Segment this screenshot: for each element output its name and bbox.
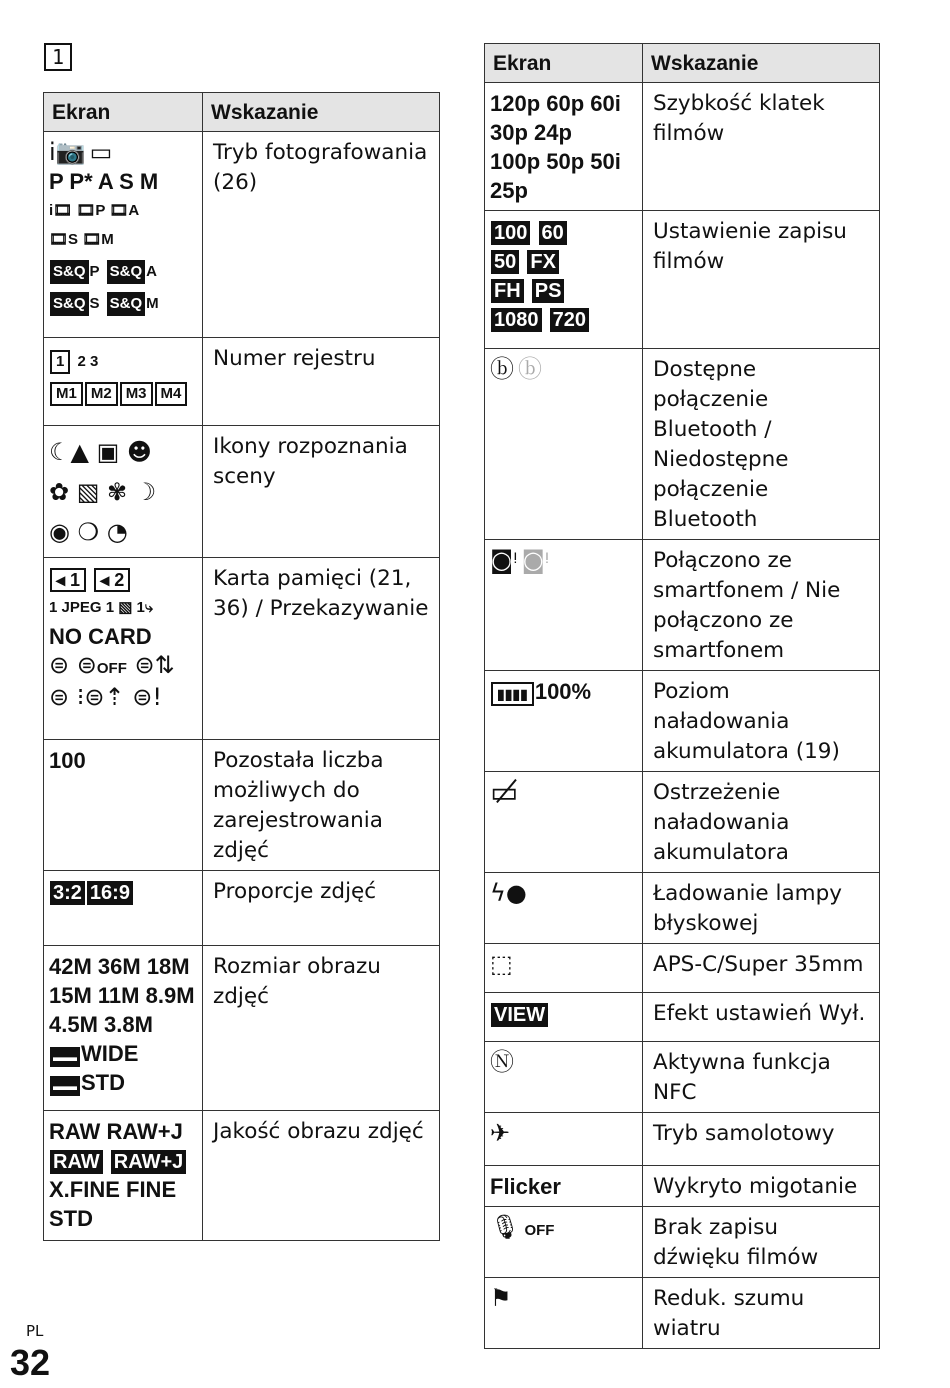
row-desc: APS-C/Super 35mm: [643, 944, 880, 993]
view-icon: VIEW: [491, 1003, 548, 1027]
row-desc: Pozostała liczba możliwych do zarejestrowania zdjęć: [203, 740, 440, 871]
table-row: [44, 558, 440, 740]
register-number-icons: 1 2 3 M1 M2 M3 M4: [44, 338, 203, 426]
row-desc: Efekt ustawień Wył.: [643, 993, 880, 1042]
aps-c-icon: ⬚: [490, 950, 513, 978]
intelligent-auto-icon: i📷: [49, 138, 86, 166]
table-row: [44, 338, 440, 426]
section-marker: 1: [44, 43, 72, 71]
left-indicator-table: [43, 92, 440, 1241]
row-desc: Aktywna funkcja NFC: [643, 1042, 880, 1113]
header-ekran: Ekran: [44, 93, 203, 132]
row-desc: Ładowanie lampy błyskowej: [643, 873, 880, 944]
row-desc: Brak zapisu dźwięku filmów: [643, 1207, 880, 1278]
scene-recognition-icons: ☾▲ ▣ ☻ ✿ ▧ ✾ ☽ ◉ ❍ ◔: [44, 426, 203, 558]
header-ekran: Ekran: [485, 44, 643, 83]
table-row: [485, 211, 880, 349]
frame-rate-icons: 120p 60p 60i 30p 24p 100p 50p 50i 25p: [485, 83, 643, 211]
table-row: [485, 1113, 880, 1166]
table-row: 🎙 OFF Brak zapisu dźwięku filmów: [485, 1207, 880, 1278]
slow-quick-icons: S&Q P S&Q A: [49, 254, 198, 286]
battery-warning-icon: ▭̸: [490, 775, 519, 810]
table-row: [485, 772, 880, 873]
slow-quick-icons-2: S&Q S S&Q M: [49, 286, 198, 318]
row-desc: Tryb fotografowania (26): [203, 132, 440, 338]
row-desc: Karta pamięci (21, 36) / Przekazywanie: [203, 558, 440, 740]
bluetooth-on-icon: ⓑ: [490, 355, 514, 383]
row-desc: Ustawienie zapisu filmów: [643, 211, 880, 349]
nfc-icon: Ⓝ: [490, 1048, 514, 1076]
memory-card-slot-1-icon: ◂ 1: [50, 568, 86, 592]
row-desc: Jakość obrazu zdjęć: [203, 1111, 440, 1241]
table-header-row: [485, 44, 880, 83]
image-quality-icons: RAW RAW+J RAW RAW+J X.FINE FINE STD: [44, 1111, 203, 1241]
table-row: [44, 1111, 440, 1241]
smartphone-disconnected-icon: ◙ᵎ: [521, 546, 550, 574]
no-card-label: NO CARD: [49, 624, 152, 649]
table-row: [44, 132, 440, 338]
table-row: [485, 349, 880, 540]
aspect-ratio-icons: 3:2 16:9: [44, 871, 203, 946]
row-desc: Poziom naładowania akumulatora (19): [643, 671, 880, 772]
row-desc: Ikony rozpoznania sceny: [203, 426, 440, 558]
table-row: [485, 873, 880, 944]
movie-setting-icons: 100 60 50 FX FH PS 1080 720: [485, 211, 643, 349]
row-desc: Dostępne połączenie Bluetooth / Niedostępne połączenie Bluetooth: [643, 349, 880, 540]
table-row: [44, 871, 440, 946]
movie-mode-icons: i🎞 🎞P 🎞A: [49, 202, 140, 219]
exposure-modes: P P* A S M: [49, 169, 159, 194]
table-row: [485, 993, 880, 1042]
smartphone-icons: [485, 540, 643, 671]
table-row: [44, 946, 440, 1111]
right-indicator-table: [484, 43, 880, 1349]
wind-noise-icon: ⚑: [490, 1284, 512, 1312]
wifi-transfer-icons-2: ⊜ ⁝⊜⇡ ⊜!: [49, 683, 162, 711]
table-header-row: [44, 93, 440, 132]
row-desc: Wykryto migotanie: [643, 1166, 880, 1207]
page-language: PL: [26, 1322, 44, 1340]
row-desc: Tryb samolotowy: [643, 1113, 880, 1166]
mic-off-icon: 🎙: [490, 1213, 521, 1241]
battery-level-icons: ▮▮▮▮ 100%: [485, 671, 643, 772]
table-row: [485, 944, 880, 993]
table-row: [485, 83, 880, 211]
row-desc: Numer rejestru: [203, 338, 440, 426]
row-desc: Rozmiar obrazu zdjęć: [203, 946, 440, 1111]
memory-card-icons: ◂ 1 ◂ 2 1 JPEG 1 ▧ 1⤷ NO CARD ⊜ ⊜OFF ⊜⇅ ⊜ ⁝⊜⇡ ⊜!: [44, 558, 203, 740]
movie-mode-icons-2: 🎞S 🎞M: [49, 231, 114, 248]
smartphone-connected-icon: ◙ᵎ: [490, 546, 518, 574]
header-wskazanie: Wskazanie: [643, 44, 880, 83]
remaining-shots: 100: [44, 740, 203, 871]
flicker-label: Flicker: [485, 1166, 643, 1207]
bluetooth-off-icon: ⓑ: [518, 355, 542, 383]
table-row: [485, 1042, 880, 1113]
header-wskazanie: Wskazanie: [203, 93, 440, 132]
memory-card-slot-2-icon: ◂ 2: [94, 568, 130, 592]
table-row: [44, 426, 440, 558]
wifi-transfer-icons: ⊜ ⊜OFF ⊜⇅: [49, 651, 175, 679]
row-desc: Szybkość klatek filmów: [643, 83, 880, 211]
table-row: [44, 740, 440, 871]
row-desc: Proporcje zdjęć: [203, 871, 440, 946]
shooting-mode-icons: [44, 132, 203, 338]
panorama-icon: ▭: [89, 138, 113, 166]
flash-charging-icon: ϟ●: [490, 879, 527, 907]
bluetooth-icons: [485, 349, 643, 540]
battery-icon: ▮▮▮▮: [491, 682, 534, 706]
row-desc: Ostrzeżenie naładowania akumulatora: [643, 772, 880, 873]
table-row: [485, 1278, 880, 1349]
row-desc: Połączono ze smartfonem / Nie połączono ze smartfonem: [643, 540, 880, 671]
table-row: [485, 671, 880, 772]
image-size-icons: 42M 36M 18M 15M 11M 8.9M 4.5M 3.8M ▬▬ WIDE ▬▬ STD: [44, 946, 203, 1111]
table-row: [485, 540, 880, 671]
page-number: 32: [10, 1342, 51, 1383]
table-row: [485, 1166, 880, 1207]
row-desc: Reduk. szumu wiatru: [643, 1278, 880, 1349]
airplane-icon: ✈: [490, 1119, 511, 1147]
